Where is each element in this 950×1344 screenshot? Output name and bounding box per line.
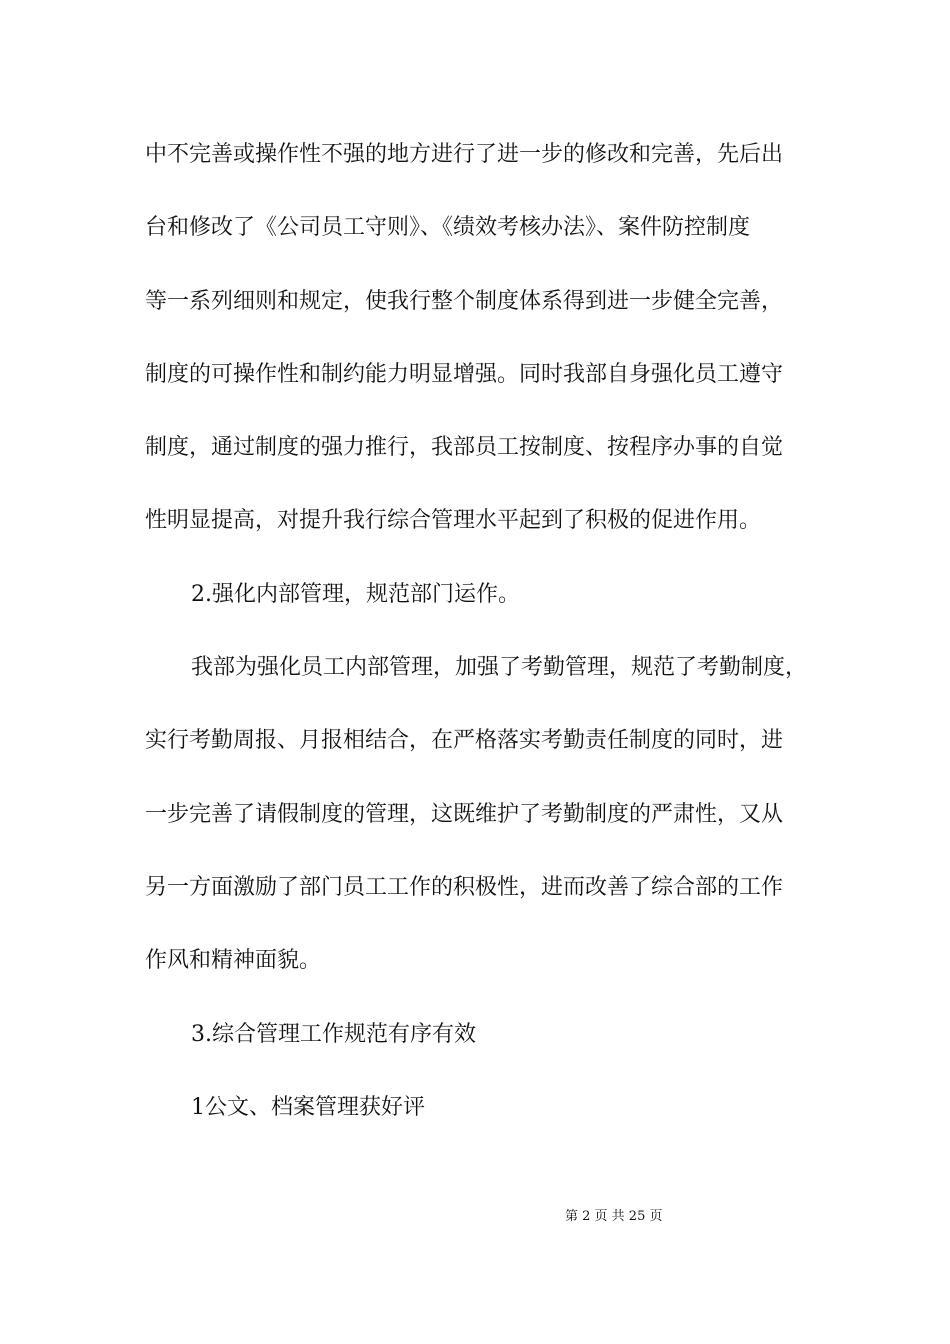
body-line: 性明显提高，对提升我行综合管理水平起到了积极的促进作用。 [145, 508, 762, 534]
subsection-heading: 1公文、档案管理获好评 [191, 1094, 425, 1120]
section-heading: 2.强化内部管理，规范部门运作。 [191, 581, 520, 607]
body-line: 另一方面激励了部门员工工作的积极性，进而改善了综合部的工作 [145, 874, 784, 900]
body-line: 我部为强化员工内部管理，加强了考勤管理，规范了考勤制度， [191, 655, 808, 681]
body-line: 制度，通过制度的强力推行，我部员工按制度、按程序办事的自觉 [145, 435, 784, 461]
document-body [145, 132, 845, 1158]
body-line: 台和修改了《公司员工守则》、《绩效考核办法》、案件防控制度 [145, 215, 751, 241]
body-line: 中不完善或操作性不强的地方进行了进一步的修改和完善，先后出 [145, 142, 784, 167]
body-line: 实行考勤周报、月报相结合，在严格落实考勤责任制度的同时，进 [145, 728, 784, 754]
body-line: 制度的可操作性和制约能力明显增强。同时我部自身强化员工遵守 [145, 361, 784, 387]
body-line: 一步完善了请假制度的管理，这既维护了考勤制度的严肃性，又从 [145, 801, 784, 827]
section-heading: 3.综合管理工作规范有序有效 [191, 1021, 476, 1047]
body-line: 等一系列细则和规定，使我行整个制度体系得到进一步健全完善， [145, 288, 784, 314]
body-line: 作风和精神面貌。 [145, 948, 322, 974]
page-number-footer: 第 2 页 共 25 页 [565, 1209, 663, 1224]
